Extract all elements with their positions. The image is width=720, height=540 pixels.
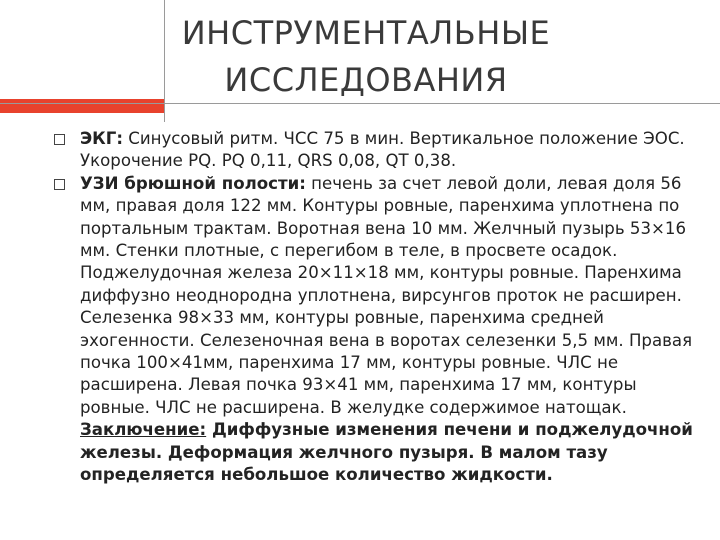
- slide-title: [166, 10, 566, 104]
- item-text: печень за счет левой доли, левая доля 56 мм, правая доля 122 мм. Контуры ровные, паренхима уплотнена по портальным трактам. Воротная вена 10 мм. Желчный пузырь 53×16 мм. Стенки плотные, с перегибом в теле, в просвете осадок. Поджелудочная железа 20×11×18 мм, контуры ровные. Паренхима диффузно неоднородна уплотнена, вирсунгов проток не расширен. Селезенка 98×33 мм, контуры ровные, паренхима средней эхогенности. Селезеночная вена в воротах селезенки 5,5 мм. Правая почка 100×41мм, паренхима 17 мм, контуры ровные. ЧЛС не расширена. Левая почка 93×41 мм, паренхима 17 мм, контуры ровные. ЧЛС не расширена. В желудке содержимое натощак.: [80, 173, 693, 417]
- item-text: Синусовый ритм. ЧСС 75 в мин. Вертикальное положение ЭОС. Укорочение PQ. PQ 0,11, QRS 0,08, QT 0,38.: [80, 129, 685, 171]
- list-item-ecg: [54, 128, 696, 173]
- vertical-rule: [164, 0, 165, 122]
- title-line-2: ИССЛЕДОВАНИЯ: [224, 61, 508, 99]
- conclusion-text: Диффузные изменения печени и поджелудочной железы. Деформация желчного пузыря. В малом тазу определяется небольшое количество жидкости.: [80, 420, 693, 485]
- square-bullet-icon: [54, 134, 65, 145]
- conclusion-label: Заключение:: [80, 420, 207, 440]
- title-line-1: ИНСТРУМЕНТАЛЬНЫЕ: [181, 14, 551, 52]
- accent-bar: [0, 99, 164, 113]
- list-item-ultrasound: [54, 173, 696, 487]
- content-list: [54, 128, 696, 487]
- item-label: УЗИ брюшной полости:: [80, 173, 306, 193]
- item-label: ЭКГ:: [80, 129, 123, 148]
- square-bullet-icon: [54, 179, 65, 190]
